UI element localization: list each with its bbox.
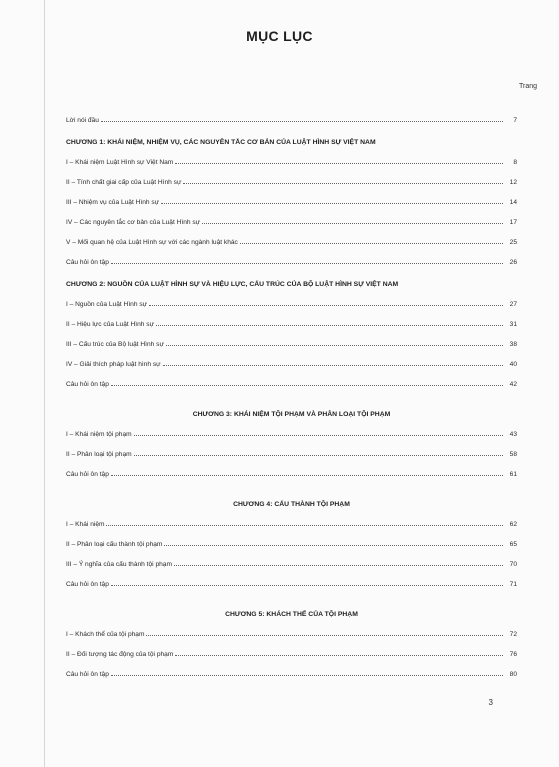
toc-entry-label: II – Phân loại tội phạm xyxy=(66,451,132,458)
dot-leader xyxy=(166,344,503,346)
dot-leader xyxy=(175,654,503,656)
toc-entry-page: 31 xyxy=(509,321,517,328)
table-of-contents xyxy=(66,104,517,678)
dot-leader xyxy=(134,454,503,456)
toc-entry-label: II – Phân loại cấu thành tội phạm xyxy=(66,541,163,548)
toc-entry-page: 38 xyxy=(509,341,517,348)
toc-entry[interactable] xyxy=(66,438,517,458)
toc-entry[interactable] xyxy=(66,418,517,438)
toc-entry-label: Lời nói đầu xyxy=(66,117,99,124)
toc-entry-label: V – Mối quan hệ của Luật Hình sự với các ngành luật khác xyxy=(66,239,238,246)
toc-entry-label: Câu hỏi ôn tập xyxy=(66,581,109,588)
toc-entry-page: 72 xyxy=(509,631,517,638)
toc-entry[interactable] xyxy=(66,348,517,368)
toc-entry-label: I – Khái niệm tội phạm xyxy=(66,431,132,438)
spacer xyxy=(66,478,517,486)
toc-entry[interactable] xyxy=(66,528,517,548)
toc-entry[interactable] xyxy=(66,658,517,678)
toc-entry-page: 62 xyxy=(509,521,517,528)
toc-entry[interactable] xyxy=(66,288,517,308)
dot-leader xyxy=(111,584,503,586)
toc-entry-page: 12 xyxy=(509,179,517,186)
dot-leader xyxy=(164,544,503,546)
toc-entry-label: IV – Giải thích pháp luật hình sự xyxy=(66,361,161,368)
dot-leader xyxy=(101,120,503,122)
toc-entry-label: I – Khách thể của tội phạm xyxy=(66,631,145,638)
toc-entry-label: II – Đối tượng tác động của tội phạm xyxy=(66,651,174,658)
toc-entry[interactable] xyxy=(66,246,517,266)
toc-entry[interactable] xyxy=(66,368,517,388)
toc-entry-label: Câu hỏi ôn tập xyxy=(66,471,109,478)
toc-entry[interactable] xyxy=(66,508,517,528)
toc-entry[interactable] xyxy=(66,166,517,186)
chapter-heading-3: CHƯƠNG 3: KHÁI NIỆM TỘI PHẠM VÀ PHÂN LOẠI TỘI PHẠM xyxy=(192,411,391,418)
toc-entry[interactable] xyxy=(66,146,517,166)
chapter-heading-2: CHƯƠNG 2: NGUỒN CỦA LUẬT HÌNH SỰ VÀ HIỆU LỰC, CẤU TRÚC CỦA BỘ LUẬT HÌNH SỰ VIỆT NAM xyxy=(66,281,399,288)
toc-entry-label: IV – Các nguyên tắc cơ bản của Luật Hình sự xyxy=(66,219,201,226)
binding-edge xyxy=(44,0,45,767)
toc-entry-label: Câu hỏi ôn tập xyxy=(66,671,109,678)
toc-entry-label: Câu hỏi ôn tập xyxy=(66,381,109,388)
dot-leader xyxy=(183,182,503,184)
toc-entry-label: I – Khái niệm xyxy=(66,521,105,528)
toc-entry-page: 42 xyxy=(509,381,517,388)
dot-leader xyxy=(111,674,503,676)
toc-entry-page: 65 xyxy=(509,541,517,548)
toc-entry-page: 27 xyxy=(509,301,517,308)
toc-entry-label: III – Cấu trúc của Bộ luật Hình sự xyxy=(66,341,164,348)
toc-entry-page: 26 xyxy=(509,259,517,266)
toc-entry-label: III – Nhiệm vụ của Luật Hình sự xyxy=(66,199,160,206)
toc-entry-page: 17 xyxy=(509,219,517,226)
dot-leader xyxy=(111,474,503,476)
toc-entry-label: I – Nguồn của Luật Hình sự xyxy=(66,301,148,308)
toc-entry-page: 58 xyxy=(509,451,517,458)
toc-entry-page: 61 xyxy=(509,471,517,478)
toc-entry-page: 40 xyxy=(509,361,517,368)
toc-entry[interactable] xyxy=(66,618,517,638)
toc-entry[interactable] xyxy=(66,308,517,328)
toc-entry[interactable] xyxy=(66,638,517,658)
dot-leader xyxy=(240,242,503,244)
toc-entry[interactable] xyxy=(66,568,517,588)
spacer xyxy=(66,588,517,596)
toc-entry-label: I – Khái niệm Luật Hình sự Việt Nam xyxy=(66,159,174,166)
toc-entry-label: II – Hiệu lực của Luật Hình sự xyxy=(66,321,154,328)
toc-entry[interactable] xyxy=(66,328,517,348)
toc-entry[interactable] xyxy=(66,226,517,246)
dot-leader xyxy=(175,162,503,164)
dot-leader xyxy=(134,434,503,436)
toc-entry-front-matter[interactable] xyxy=(66,104,517,124)
dot-leader xyxy=(174,564,503,566)
spacer xyxy=(66,388,517,396)
dot-leader xyxy=(156,324,503,326)
toc-entry[interactable] xyxy=(66,206,517,226)
page-number: 3 xyxy=(488,698,493,707)
dot-leader xyxy=(111,262,503,264)
toc-entry[interactable] xyxy=(66,458,517,478)
toc-entry-label: III – Ý nghĩa của cấu thành tội phạm xyxy=(66,561,172,568)
toc-entry-page: 80 xyxy=(509,671,517,678)
chapter-heading-1: CHƯƠNG 1: KHÁI NIỆM, NHIỆM VỤ, CÁC NGUYÊN TẮC CƠ BẢN CỦA LUẬT HÌNH SỰ VIỆT NAM xyxy=(66,139,376,146)
page-column-header: Trang xyxy=(518,83,537,90)
toc-entry-label: II – Tính chất giai cấp của Luật Hình sự xyxy=(66,179,182,186)
dot-leader xyxy=(146,634,503,636)
toc-entry-page: 71 xyxy=(509,581,517,588)
toc-entry[interactable] xyxy=(66,186,517,206)
dot-leader xyxy=(149,304,503,306)
toc-entry-page: 8 xyxy=(513,159,517,166)
dot-leader xyxy=(161,202,503,204)
dot-leader xyxy=(106,524,503,526)
chapter-heading-4: CHƯƠNG 4: CẤU THÀNH TỘI PHẠM xyxy=(233,501,350,508)
toc-entry[interactable] xyxy=(66,548,517,568)
toc-entry-page: 70 xyxy=(509,561,517,568)
toc-entry-page: 14 xyxy=(509,199,517,206)
dot-leader xyxy=(163,364,503,366)
chapter-heading-5: CHƯƠNG 5: KHÁCH THỂ CỦA TỘI PHẠM xyxy=(225,611,358,618)
dot-leader xyxy=(111,384,503,386)
dot-leader xyxy=(202,222,503,224)
toc-entry-page: 7 xyxy=(513,117,517,124)
toc-entry-label: Câu hỏi ôn tập xyxy=(66,259,109,266)
page-title: MỤC LỤC xyxy=(246,28,313,44)
toc-entry-page: 43 xyxy=(509,431,517,438)
toc-entry-page: 76 xyxy=(509,651,517,658)
toc-entry-page: 25 xyxy=(509,239,517,246)
